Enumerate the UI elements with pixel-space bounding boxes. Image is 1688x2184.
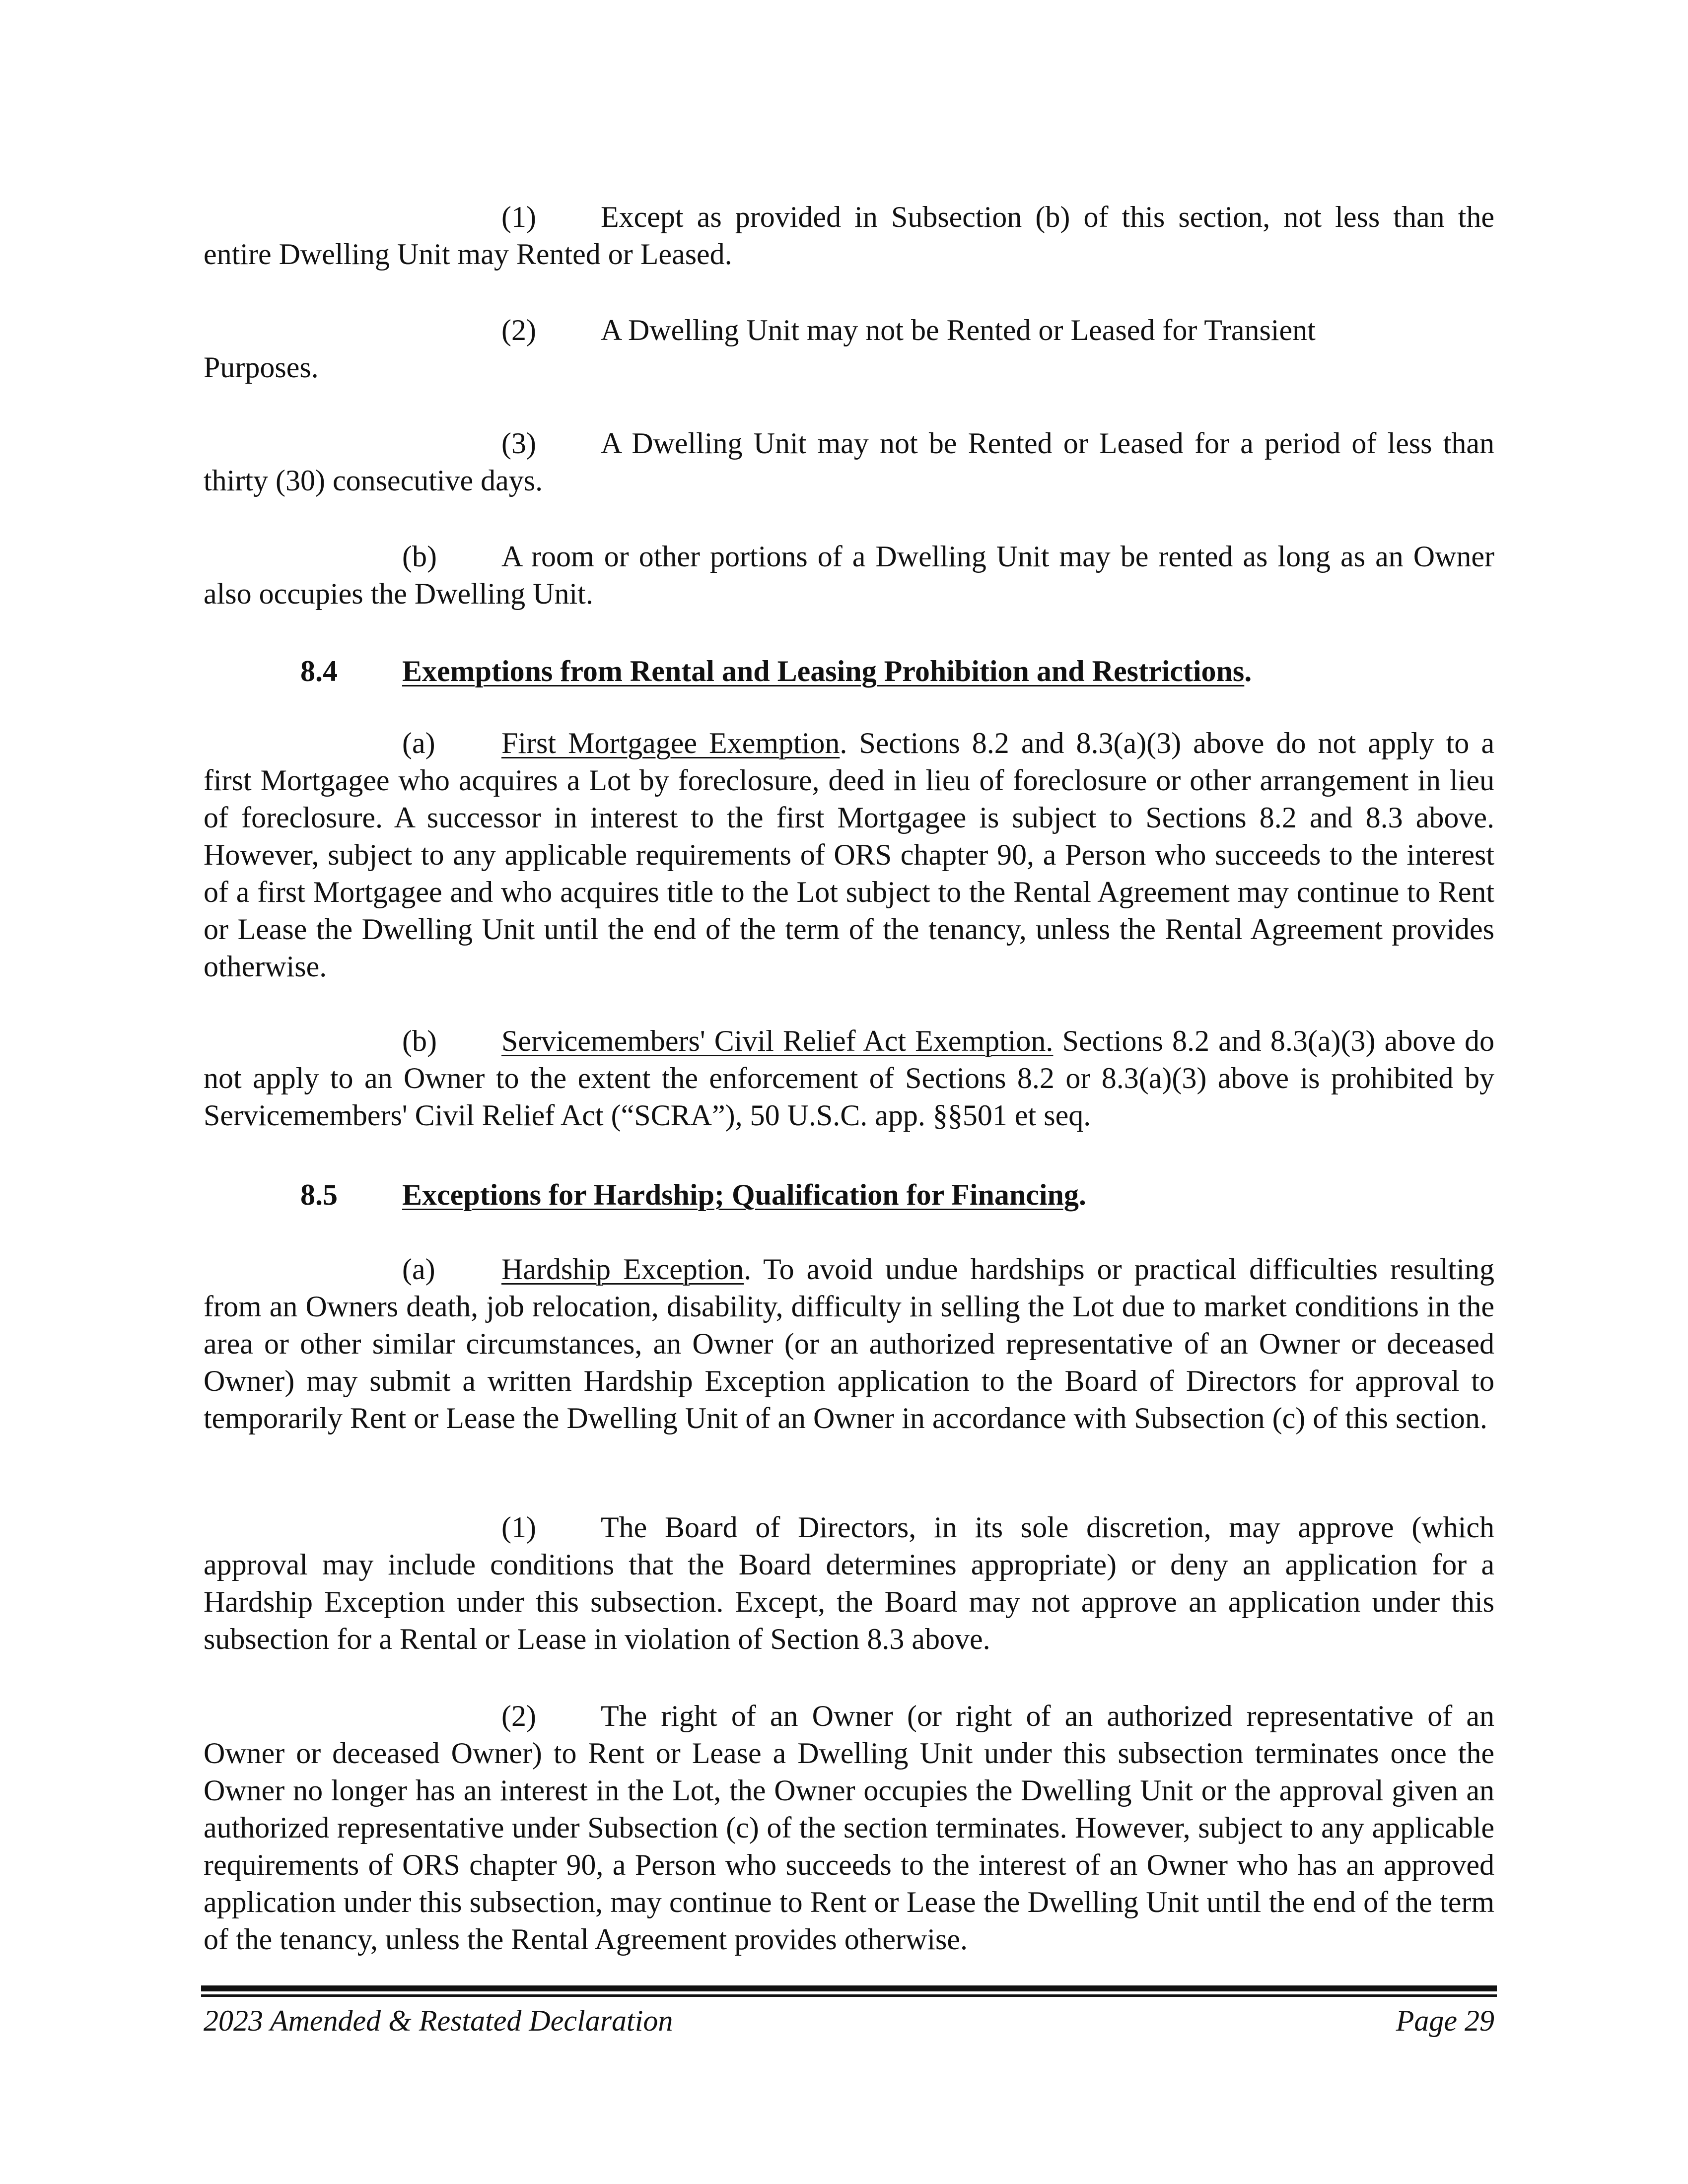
footer-rule-thin [201, 1994, 1497, 1997]
item-number: (3) [501, 427, 536, 460]
paragraph-8-3-a-1 [204, 199, 1494, 273]
paragraph-8-3-b [204, 538, 1494, 613]
paragraph-text: A room or other portions of a Dwelling Unit may be rented as long as an Owner also occupies the Dwelling Unit. [204, 540, 1494, 610]
item-number: (b) [402, 1024, 437, 1057]
paragraph-text: Sections 8.2 and 8.3(a)(3) above do not apply to an Owner to the extent the enforcement of Sections 8.2 or 8.3(a)(3) above is prohibited by Servicemembers' Civil Relief Act (“SCRA”), 50 U.S.C. app. §§501 et seq. [204, 1024, 1494, 1132]
paragraph-8-5-a-2 [204, 1698, 1494, 1958]
footer-rule-thick [201, 1985, 1497, 1991]
paragraph-text: The right of an Owner (or right of an authorized representative of an Owner or deceased Owner) to Rent or Lease a Dwelling Unit under this subsection terminates once the Owner no longer has an interest in the Lot, the Owner occupies the Dwelling Unit or the approval given an authorized representative under Subsection (c) of the section terminates. However, subject to any applicable requirements of ORS chapter 90, a Person who succeeds to the interest of an Owner who has an approved application under this subsection, may continue to Rent or Lease the Dwelling Unit until the end of the term of the tenancy, unless the Rental Agreement provides otherwise. [204, 1700, 1494, 1956]
subsection-heading: First Mortgagee Exemption [501, 727, 840, 759]
paragraph-8-4-b [204, 1023, 1494, 1134]
paragraph-text: . To avoid undue hardships or practical difficulties resulting from an Owners death, job relocation, disability, difficulty in selling the Lot due to market conditions in the area or other similar circumstances, an Owner (or an authorized representative of an Owner or deceased Owner) may submit a written Hardship Exception application to the Board of Directors for approval to temporarily Rent or Lease the Dwelling Unit of an Owner in accordance with Subsection (c) of this section. [204, 1253, 1494, 1434]
subsection-heading: Hardship Exception [501, 1253, 744, 1286]
paragraph-8-3-a-3 [204, 425, 1494, 499]
item-number: (1) [501, 201, 536, 233]
section-title-text: Exemptions from Rental and Leasing Prohibition and Restrictions [402, 655, 1245, 687]
paragraph-text: The Board of Directors, in its sole discretion, may approve (which approval may include conditions that the Board determines appropriate) or deny an application for a Hardship Exception under this subsection. Except, the Board may not approve an application under this subsection for a Rental or Lease in violation of Section 8.3 above. [204, 1511, 1494, 1655]
paragraph-text: . Sections 8.2 and 8.3(a)(3) above do not apply to a first Mortgagee who acquires a Lot by foreclosure, deed in lieu of foreclosure or other arrangement in lieu of foreclosure. A successor in interest to the first Mortgagee is subject to Sections 8.2 and 8.3 above. However, subject to any applicable requirements of ORS chapter 90, a Person who succeeds to the interest of a first Mortgagee and who acquires title to the Lot subject to the Rental Agreement may continue to Rent or Lease the Dwelling Unit until the end of the term of the tenancy, unless the Rental Agreement provides otherwise. [204, 727, 1494, 983]
item-number: (b) [402, 540, 437, 573]
section-title [402, 653, 1252, 690]
section-title-period: . [1244, 655, 1252, 687]
paragraph-8-5-a [204, 1251, 1494, 1437]
item-number: (a) [402, 1253, 435, 1286]
paragraph-text: Purposes. [204, 351, 319, 384]
paragraph-8-3-a-2 [204, 312, 1494, 349]
footer-document-title: 2023 Amended & Restated Declaration [204, 2004, 673, 2037]
paragraph-8-4-a [204, 725, 1494, 985]
page-footer [204, 2002, 1494, 2040]
paragraph-text: Except as provided in Subsection (b) of this section, not less than the entire Dwelling Unit may Rented or Leased. [204, 201, 1494, 271]
paragraph-text: A Dwelling Unit may not be Rented or Leased for Transient [601, 314, 1316, 346]
paragraph-8-5-a-1 [204, 1509, 1494, 1658]
subsection-heading: Servicemembers' Civil Relief Act Exemption. [501, 1024, 1054, 1057]
item-number: (2) [501, 314, 536, 346]
footer-page-number: Page 29 [1396, 2004, 1494, 2037]
section-number: 8.4 [300, 655, 338, 687]
item-number: (1) [501, 1511, 536, 1544]
section-title [402, 1176, 1086, 1214]
item-number: (a) [402, 727, 435, 759]
item-number: (2) [501, 1700, 536, 1732]
section-number: 8.5 [300, 1178, 338, 1211]
section-title-text: Exceptions for Hardship; Qualification for Financing [402, 1178, 1079, 1211]
paragraph-text: A Dwelling Unit may not be Rented or Leased for a period of less than thirty (30) consecutive days. [204, 427, 1494, 497]
section-title-period: . [1078, 1178, 1086, 1211]
paragraph-8-3-a-2-tail [204, 349, 1494, 386]
